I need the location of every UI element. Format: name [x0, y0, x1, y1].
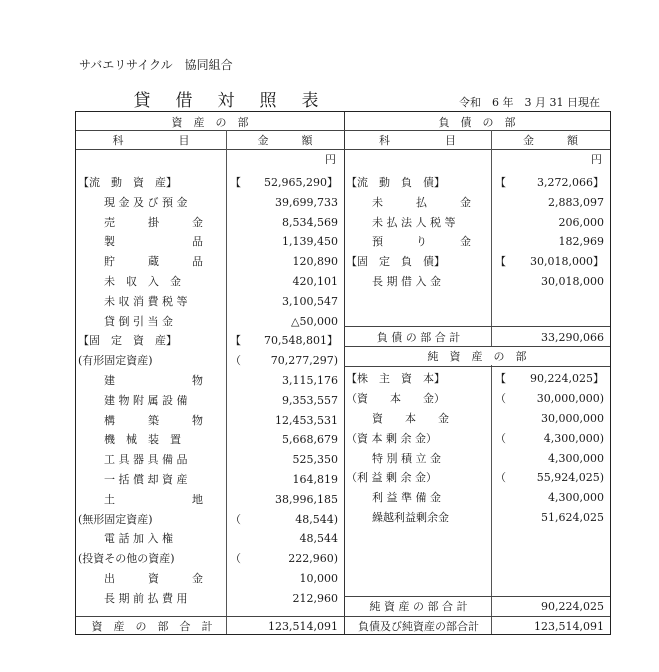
- liabilities-item-column-header: 科 目: [379, 133, 456, 147]
- equity-row-label: 資 本 金: [372, 412, 449, 425]
- liability-row-amount: 182,969: [558, 235, 604, 249]
- asset-row-amount: △50,000: [291, 314, 338, 328]
- title-char: 照: [259, 91, 279, 111]
- equity-row-bracket: （: [495, 431, 506, 445]
- liability-row-amount: 2,883,097: [548, 195, 604, 209]
- asset-row-amount: 9,353,557: [282, 393, 338, 407]
- assets-amount-column-header: 金 額: [257, 133, 313, 147]
- asset-row-label: 機 械 装 置: [104, 433, 181, 447]
- equity-row-amount: 51,624,025: [541, 511, 604, 524]
- asset-row-label: 未 収 入 金: [104, 275, 181, 288]
- asset-row-label: (無形固定資産): [78, 512, 153, 526]
- asset-row-label: 建 物: [104, 374, 203, 387]
- asset-row-amount: 1,139,450: [282, 235, 338, 249]
- asset-row-label: 貸 倒 引 当 金: [104, 314, 173, 328]
- liability-row-label: 長 期 借 入 金: [372, 275, 441, 288]
- liabilities-section-header: 負 債 の 部: [438, 116, 516, 129]
- liability-row-amount: 30,018,000】: [530, 255, 604, 269]
- assets-section-header: 資 産 の 部: [171, 116, 249, 129]
- asset-row-bracket: （: [230, 354, 241, 368]
- report-date: 令和 6 年 3 月 31 日現在: [459, 96, 600, 109]
- liabilities-total-rule: [344, 326, 610, 327]
- title-char: 表: [301, 91, 321, 111]
- asset-row-amount: 5,668,679: [282, 433, 338, 447]
- asset-row-label: 売 掛 金: [104, 215, 203, 229]
- assets-item-column-header: 科 目: [112, 133, 190, 147]
- grand-total-rule: [344, 616, 610, 617]
- asset-row-amount: 212,960: [292, 591, 338, 605]
- asset-row-label: (有形固定資産): [78, 354, 153, 368]
- equity-row-label: （資 本 金）: [346, 392, 445, 406]
- equity-row-label: （利 益 剰 余 金）: [346, 471, 437, 485]
- asset-row-amount: 8,534,569: [282, 215, 338, 229]
- asset-row-amount: 48,544): [295, 512, 338, 526]
- liability-row-label: 預 り 金: [372, 235, 471, 249]
- asset-row-amount: 3,100,547: [282, 294, 338, 308]
- asset-row-label: 土 地: [104, 492, 203, 506]
- asset-row-label: 長 期 前 払 費 用: [104, 591, 188, 605]
- equity-row-amount: 30,000,000: [541, 412, 604, 425]
- asset-row-amount: 48,544: [299, 532, 338, 546]
- equity-row-bracket: （: [495, 471, 506, 485]
- equity-header-rule-top: [344, 346, 610, 347]
- liability-row-bracket: 【: [495, 255, 506, 269]
- asset-row-amount: 52,965,290】: [264, 176, 338, 189]
- title-char: 対: [217, 91, 237, 111]
- liabilities-unit-label: 円: [591, 153, 602, 166]
- grand-total-amount: 123,514,091: [534, 620, 604, 633]
- asset-row-label: 貯 蔵 品: [104, 255, 203, 269]
- asset-row-bracket: （: [230, 552, 241, 566]
- equity-row-amount: 4,300,000): [543, 431, 604, 445]
- asset-row-amount: 222,960): [288, 552, 338, 566]
- equity-section-header: 純 資 産 の 部: [427, 350, 527, 364]
- asset-row-label: 【流 動 資 産】: [78, 176, 177, 189]
- assets-total-amount: 123,514,091: [268, 620, 338, 633]
- balance-sheet-table: [75, 111, 611, 635]
- liability-row-label: 未 払 金: [372, 195, 471, 209]
- asset-row-label: 製 品: [104, 235, 203, 249]
- liability-row-amount: 206,000: [558, 215, 604, 229]
- asset-row-bracket: 【: [230, 176, 241, 189]
- liability-row-bracket: 【: [495, 176, 506, 189]
- asset-row-amount: 3,115,176: [282, 374, 338, 387]
- asset-row-label: 電 話 加 入 権: [104, 532, 173, 546]
- asset-row-label: 工 具 器 具 備 品: [104, 453, 188, 467]
- asset-row-label: 構 築 物: [104, 413, 203, 427]
- asset-row-label: 【固 定 資 産】: [78, 334, 177, 348]
- asset-row-bracket: 【: [230, 334, 241, 348]
- asset-row-label: 現 金 及 び 預 金: [104, 195, 188, 209]
- liability-row-label: 【固 定 負 債】: [346, 255, 445, 269]
- asset-row-label: (投資その他の資産): [78, 552, 175, 566]
- equity-total-label: 純 資 産 の 部 合 計: [369, 600, 468, 614]
- asset-row-bracket: （: [230, 512, 241, 526]
- liabilities-total-label: 負 債 の 部 合 計: [376, 331, 461, 345]
- equity-row-amount: 4,300,000: [548, 491, 604, 505]
- liabilities-total-amount: 33,290,066: [541, 331, 604, 345]
- grand-total-label: 負債及び純資産の部合計: [358, 620, 479, 633]
- asset-row-amount: 10,000: [299, 572, 338, 585]
- asset-row-amount: 420,101: [292, 275, 338, 288]
- equity-row-label: 繰越利益剰余金: [372, 511, 449, 524]
- center-divider: [344, 112, 345, 634]
- liability-row-label: 未 払 法 人 税 等: [372, 215, 456, 229]
- liability-row-label: 【流 動 負 債】: [346, 176, 445, 189]
- title-char: 貸: [133, 91, 153, 111]
- asset-row-label: 建 物 附 属 設 備: [104, 393, 188, 407]
- asset-row-label: 一 括 償 却 資 産: [104, 473, 188, 486]
- equity-row-label: 特 別 積 立 金: [372, 451, 441, 465]
- equity-row-bracket: （: [495, 392, 506, 406]
- asset-row-label: 出 資 金: [104, 572, 203, 585]
- asset-row-amount: 120,890: [292, 255, 338, 269]
- asset-row-amount: 12,453,531: [275, 413, 338, 427]
- asset-row-amount: 164,819: [292, 473, 338, 486]
- equity-row-label: 【株 主 資 本】: [346, 372, 445, 386]
- equity-total-rule: [344, 596, 610, 597]
- asset-row-amount: 70,277,297): [270, 354, 338, 368]
- document-title: [122, 86, 332, 111]
- column-header-rule: [76, 149, 610, 150]
- liability-row-amount: 30,018,000: [541, 275, 604, 288]
- assets-total-rule: [76, 616, 344, 617]
- asset-row-amount: 70,548,801】: [264, 334, 338, 348]
- liability-row-amount: 3,272,066】: [537, 176, 604, 189]
- equity-header-rule-bottom: [344, 366, 610, 367]
- equity-row-label: 利 益 準 備 金: [372, 491, 441, 505]
- equity-row-amount: 4,300,000: [548, 451, 604, 465]
- equity-row-amount: 55,924,025): [536, 471, 604, 485]
- asset-row-amount: 38,996,185: [275, 492, 338, 506]
- asset-row-amount: 39,699,733: [275, 195, 338, 209]
- organization-name: サバエリサイクル 協同組合: [79, 58, 233, 72]
- assets-total-label: 資 産 の 部 合 計: [91, 620, 213, 633]
- equity-row-amount: 30,000,000): [536, 392, 604, 406]
- equity-row-amount: 90,224,025】: [530, 372, 604, 386]
- asset-row-label: 未 収 消 費 税 等: [104, 294, 188, 308]
- liabilities-amount-column-header: 金 額: [523, 133, 578, 147]
- title-char: 借: [175, 91, 195, 111]
- assets-unit-label: 円: [325, 153, 336, 166]
- equity-row-label: （資 本 剰 余 金）: [346, 431, 437, 445]
- asset-row-amount: 525,350: [292, 453, 338, 467]
- equity-row-bracket: 【: [495, 372, 506, 386]
- header-rule: [76, 130, 610, 131]
- equity-total-amount: 90,224,025: [541, 600, 604, 614]
